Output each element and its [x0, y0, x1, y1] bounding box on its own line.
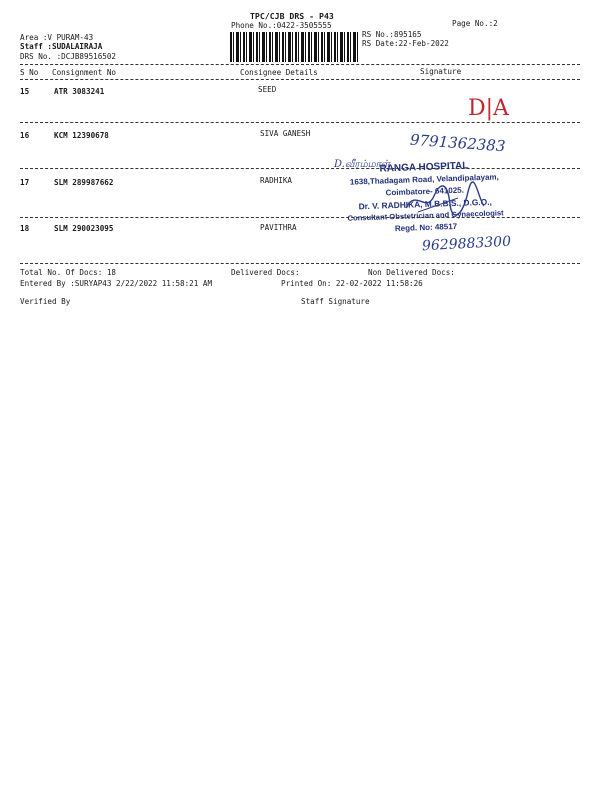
col-header-sno: S No [20, 68, 39, 77]
rs-number: RS No.:895165 [362, 30, 422, 39]
delivered-mark: D|A [468, 96, 509, 121]
divider [20, 263, 580, 264]
row-consignment: ATR 3083241 [54, 87, 105, 96]
col-header-signature: Signature [420, 67, 462, 76]
row-consignee: PAVITHRA [260, 223, 297, 232]
row-consignment: KCM 12390678 [54, 131, 109, 140]
delivered-docs: Delivered Docs: [231, 268, 300, 277]
phone-number: Phone No.:0422-3505555 [231, 21, 332, 30]
stamp-line: RANGA HOSPITAL [379, 160, 469, 175]
staff-signature: Staff Signature [301, 297, 370, 306]
row-consignee: SIVA GANESH [260, 129, 311, 138]
divider [20, 79, 580, 80]
stamp-line: Dr. V. RADHIKA, M.B.B.S., D.G.O., [358, 196, 492, 212]
area-label: Area :V PURAM-43 [20, 33, 94, 42]
row-consignment: SLM 289987662 [54, 178, 114, 187]
verified-by: Verified By [20, 297, 71, 306]
total-docs: Total No. Of Docs: 18 [20, 268, 117, 277]
stamp-line: Coimbatore- 641025. [385, 185, 465, 198]
printed-on: Printed On: 22-02-2022 11:58:26 [281, 279, 423, 288]
row-consignee: SEED [258, 85, 277, 94]
divider [20, 122, 580, 123]
entered-by: Entered By :SURYAP43 2/22/2022 11:58:21 AM [20, 279, 213, 288]
divider [20, 217, 580, 218]
row-sno: 17 [20, 178, 30, 187]
col-header-consignee: Consignee Details [240, 68, 318, 77]
stamp-line: Regd. No: 48517 [394, 221, 458, 234]
barcode [230, 32, 358, 62]
divider [20, 64, 580, 65]
handwritten-phone: 9791362383 [409, 130, 506, 156]
handwritten-receiver-note: D.வீரம்மாள் [334, 159, 390, 170]
handwritten-phone: 9629883300 [421, 233, 512, 255]
drs-number: DRS No. :DCJB89516502 [20, 52, 117, 61]
non-delivered-docs: Non Delivered Docs: [368, 268, 455, 277]
row-consignment: SLM 290023095 [54, 224, 114, 233]
staff-label: Staff :SUDALAIRAJA [20, 42, 103, 51]
stamp-line: 1638,Thadagam Road, Velandipalayam, [349, 172, 499, 187]
row-consignee: RADHIKA [260, 176, 293, 185]
page-number: Page No.:2 [452, 19, 498, 28]
rs-date: RS Date:22-Feb-2022 [362, 39, 449, 48]
row-sno: 18 [20, 224, 30, 233]
row-sno: 16 [20, 131, 30, 140]
row-sno: 15 [20, 87, 30, 96]
document-title: TPC/CJB DRS - P43 [250, 11, 334, 21]
col-header-consignment: Consignment No [52, 68, 117, 77]
stamp-line: Consultant Obstetrician and Gynaecologist [347, 208, 504, 223]
